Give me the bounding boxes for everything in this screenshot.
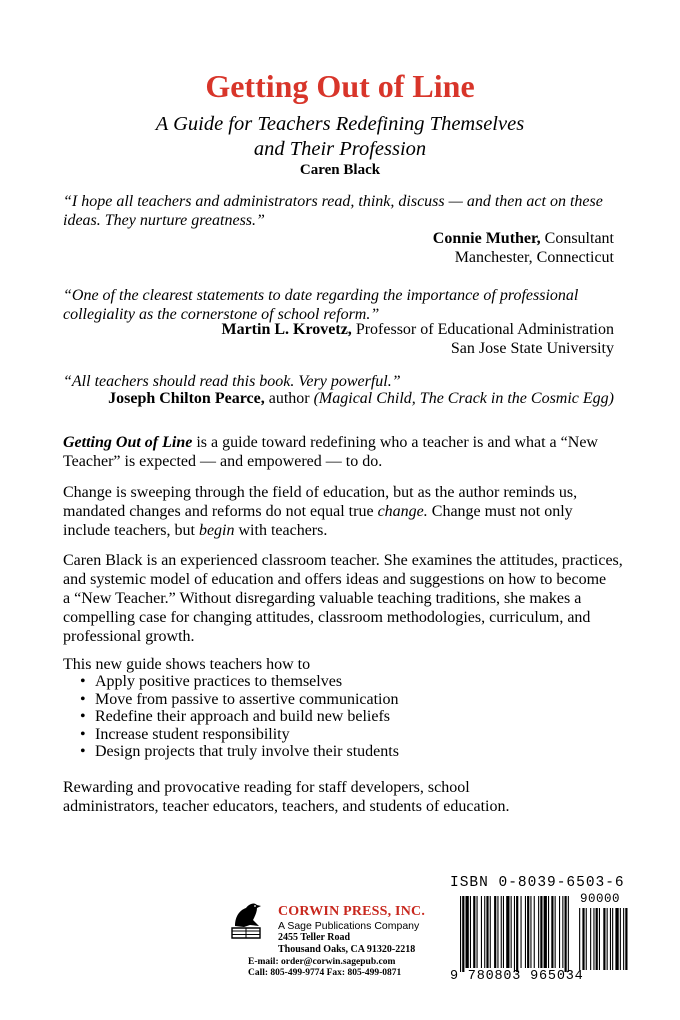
barcode-bar: [503, 896, 504, 968]
list-item: • Design projects that truly involve their students: [80, 743, 399, 761]
text-run: mandated changes and reforms do not equal true: [63, 503, 378, 520]
endorsement-quote: [63, 286, 623, 324]
text-run: Change must not only: [427, 503, 573, 520]
barcode-bar: [521, 896, 522, 968]
book-title: Getting Out of Line: [205, 68, 475, 104]
publisher-phone: Call: 805-499-9774 Fax: 805-499-0871: [248, 968, 402, 978]
text-line: and systemic model of education and offers ideas and suggestions on how to become: [63, 571, 607, 588]
barcode-bar: [470, 896, 471, 968]
addon-bar: [579, 908, 580, 970]
barcode-bar: [562, 896, 563, 968]
emphasis: change.: [377, 503, 428, 520]
text-line: professional growth.: [63, 628, 195, 645]
closing-paragraph: [63, 778, 623, 816]
barcode-bar: [477, 896, 478, 968]
addon-bar: [620, 908, 621, 970]
quote-line: “I hope all teachers and administrators read, think, discuss — and then act on these: [63, 193, 603, 210]
barcode-bar: [473, 896, 475, 968]
quote-line: “All teachers should read this book. Very powerful.”: [63, 373, 401, 390]
subtitle-line: A Guide for Teachers Redefining Themselves: [155, 113, 525, 135]
list-item: • Increase student responsibility: [80, 726, 399, 744]
endorser-location: Manchester, Connecticut: [454, 249, 614, 266]
book-subtitle: [0, 112, 680, 162]
addon-bar: [623, 908, 624, 970]
description-paragraph: [63, 551, 623, 646]
endorser-name: Martin L. Krovetz,: [221, 321, 352, 338]
addon-bar: [625, 908, 627, 970]
list-item: • Apply positive practices to themselves: [80, 673, 399, 691]
publisher-parent: A Sage Publications Company: [278, 920, 420, 932]
text-line: Teacher” is expected — and empowered — to do.: [63, 453, 383, 470]
barcode-bar: [484, 896, 485, 968]
address-city: Thousand Oaks, CA 91320-2218: [278, 944, 416, 955]
address-street: 2455 Teller Road: [278, 932, 351, 943]
barcode-bar: [497, 896, 498, 968]
text-run: with teachers.: [234, 522, 328, 539]
addon-bar: [603, 908, 605, 970]
barcode-bar: [516, 896, 518, 972]
list-item: • Move from passive to assertive communication: [80, 691, 399, 709]
endorsement-quote: [63, 192, 623, 230]
barcode-bar: [494, 896, 496, 968]
endorser-name: Joseph Chilton Pearce,: [108, 390, 265, 407]
barcode-bar: [534, 896, 535, 968]
publisher-address: [278, 932, 415, 956]
addon-bar: [607, 908, 608, 970]
raven-logo-icon: [226, 898, 266, 942]
barcode-bar: [481, 896, 482, 968]
ean-number: 9 780803 965034: [450, 969, 584, 984]
text-line: Change is sweeping through the field of education, but as the author reminds us,: [63, 484, 578, 501]
description-paragraph: [63, 483, 623, 540]
addon-bar: [596, 908, 598, 970]
addon-bar: [586, 908, 587, 970]
barcode-bar: [486, 896, 488, 968]
addon-bar: [593, 908, 594, 970]
text-line: compelling case for changing attitudes, classroom methodologies, curriculum, and: [63, 609, 591, 626]
barcode-bar: [568, 896, 569, 972]
subtitle-line: and Their Profession: [253, 138, 427, 160]
barcode-bar: [565, 896, 567, 972]
publisher-contact: [248, 957, 401, 979]
price-barcode-bars: [579, 908, 627, 970]
emphasis: begin: [198, 522, 235, 539]
text-run: is a guide toward redefining who a teacher is and what a “New: [192, 434, 598, 451]
barcode-bar: [462, 896, 464, 972]
quote-line: ideas. They nurture greatness.”: [63, 212, 265, 229]
quote-line: “One of the clearest statements to date regarding the importance of professional: [63, 287, 579, 304]
list-item: • Redefine their approach and build new beliefs: [80, 708, 399, 726]
text-line: Caren Black is an experienced classroom teacher. She examines the attitudes, practices,: [63, 552, 623, 569]
text-run: include teachers, but: [63, 522, 199, 539]
barcode-bar: [540, 896, 542, 968]
endorser-location: San Jose State University: [450, 340, 614, 357]
barcode-bar: [551, 896, 553, 968]
barcode-bar: [460, 896, 461, 972]
publisher-email: E-mail: order@corwin.sagepub.com: [248, 957, 396, 967]
barcode-bar: [511, 896, 512, 968]
text-line: a “New Teacher.” Without disregarding valuable teaching traditions, she makes a: [63, 590, 582, 607]
barcode-bar: [555, 896, 556, 968]
list-intro: This new guide shows teachers how to: [63, 656, 311, 673]
addon-bar: [610, 908, 611, 970]
text-line: Rewarding and provocative reading for staff developers, school: [63, 779, 470, 796]
inline-book-title: Getting Out of Line: [63, 434, 193, 451]
benefits-list: [80, 673, 399, 761]
barcode-bar: [538, 896, 539, 968]
endorsement-attribution: [433, 229, 614, 267]
endorser-role: Professor of Educational Administration: [351, 321, 614, 338]
price-code: 90000: [580, 892, 621, 906]
addon-bar: [582, 908, 584, 970]
barcode-bar: [525, 896, 526, 968]
publisher-name: CORWIN PRESS, INC.: [278, 904, 426, 919]
addon-bar: [590, 908, 591, 970]
addon-bar: [599, 908, 600, 970]
book-author: Caren Black: [299, 162, 381, 178]
barcode-bar: [506, 896, 509, 968]
endorser-role: author: [264, 390, 314, 407]
barcode-bar: [490, 896, 491, 968]
ean-barcode-bars: [460, 896, 569, 972]
barcode-bar: [530, 896, 531, 968]
barcode-bar: [548, 896, 549, 968]
endorser-name: Connie Muther,: [432, 230, 541, 247]
barcode-bar: [514, 896, 515, 972]
barcode-bar: [501, 896, 502, 968]
endorser-role: Consultant: [540, 230, 614, 247]
endorsement-attribution: [221, 320, 614, 358]
endorser-works: (Magical Child, The Crack in the Cosmic Egg): [313, 390, 614, 407]
addon-bar: [615, 908, 618, 970]
addon-bar: [612, 908, 613, 970]
description-paragraph: [63, 433, 623, 471]
quote-line: collegiality as the cornerstone of school reform.”: [63, 306, 380, 323]
text-line: administrators, teacher educators, teachers, and students of education.: [63, 798, 510, 815]
barcode-bar: [559, 896, 560, 968]
barcode-bar: [527, 896, 529, 968]
barcode-bar: [466, 896, 469, 968]
barcode-bar: [544, 896, 547, 968]
endorsement-attribution: [108, 389, 614, 408]
isbn-label: ISBN 0-8039-6503-6: [450, 875, 625, 891]
